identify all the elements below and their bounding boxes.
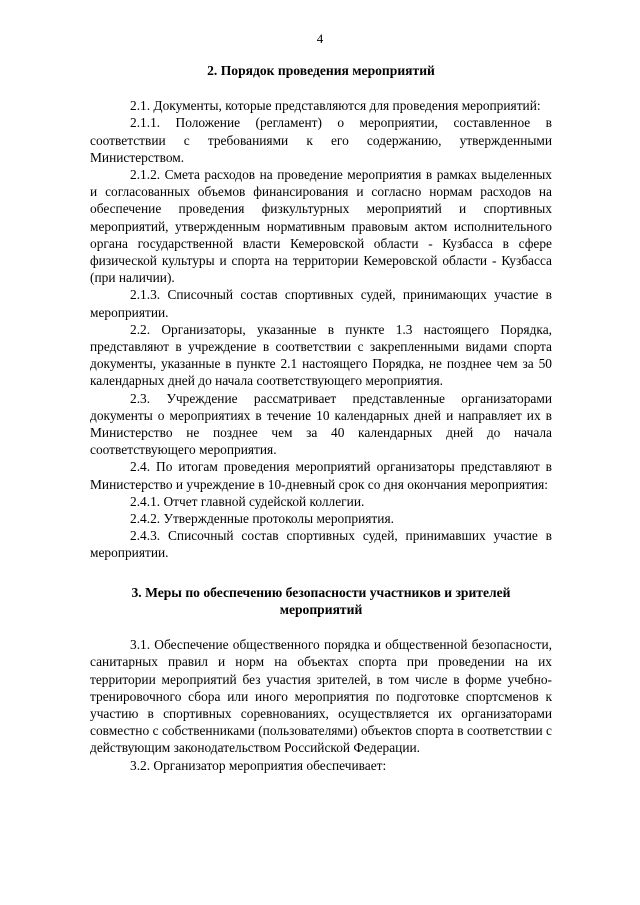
paragraph-2-2: 2.2. Организаторы, указанные в пункте 1.3 настоящего Порядка, представляют в учреждение в соответствии с закрепленными видами спорта документы, указанные в пункте 2.1 настоящего Порядка, не позднее чем за 50 календарных дней до начала соответствующего мероприятия. (90, 321, 552, 389)
section-3-title-line-2: мероприятий (279, 601, 363, 617)
paragraph-2-1-1: 2.1.1. Положение (регламент) о мероприятии, составленное в соответствии с требованиями к его содержанию, утвержденными Министерством. (90, 115, 552, 165)
paragraph-2-4: 2.4. По итогам проведения мероприятий организаторы представляют в Министерство и учреждение в 10-дневный срок со дня окончания мероприятия: (90, 459, 552, 492)
section-2-body (90, 97, 552, 561)
page-number: 4 (316, 31, 324, 46)
paragraph-2-4-3: 2.4.3. Списочный состав спортивных судей, принимавших участие в мероприятии. (90, 528, 552, 561)
paragraph-2-3: 2.3. Учреждение рассматривает представленные организаторами документы о мероприятиях в течение 10 календарных дней и направляет их в Министерство не позднее чем за 40 календарных дней до начала соответствующего мероприятия. (90, 390, 552, 458)
section-2-title: 2. Порядок проведения мероприятий (207, 63, 435, 78)
paragraph-2-1: 2.1. Документы, которые представляются для проведения мероприятий: (130, 98, 541, 114)
section-3-title-line-1: 3. Меры по обеспечению безопасности участников и зрителей (131, 584, 511, 600)
paragraph-2-1-3: 2.1.3. Списочный состав спортивных судей, принимающих участие в мероприятии. (90, 287, 552, 320)
document-body (90, 62, 552, 774)
paragraph-2-1-2: 2.1.2. Смета расходов на проведение мероприятия в рамках выделенных и согласованных объемов финансирования и согласно нормам расходов на обеспечение проведения физкультурных мероприятий и спортивных мероприятий, утвержденным нормативным правовым актом исполнительного органа государственной власти Кемеровской области - Кузбасса в сфере физической культуры и спорта на территории Кемеровской области - Кузбасса (при наличии). (90, 167, 552, 286)
section-3-title (90, 584, 552, 618)
paragraph-2-4-2: 2.4.2. Утвержденные протоколы мероприятия. (130, 511, 394, 527)
section-3-body (90, 636, 552, 774)
paragraph-2-4-1: 2.4.1. Отчет главной судейской коллегии. (130, 493, 365, 509)
paragraph-3-1: 3.1. Обеспечение общественного порядка и общественной безопасности, санитарных правил и норм на объектах спорта при проведении на их территории мероприятий без участия зрителей, в том числе в форме учебно-тренировочного сбора или иного мероприятия по подготовке спортсменов к участию в спортивных соревнованиях, осуществляется их организаторами совместно с собственниками (пользователями) объектов спорта в соответствии с действующим законодательством Российской Федерации. (90, 637, 552, 756)
paragraph-3-2: 3.2. Организатор мероприятия обеспечивает: (130, 757, 387, 773)
